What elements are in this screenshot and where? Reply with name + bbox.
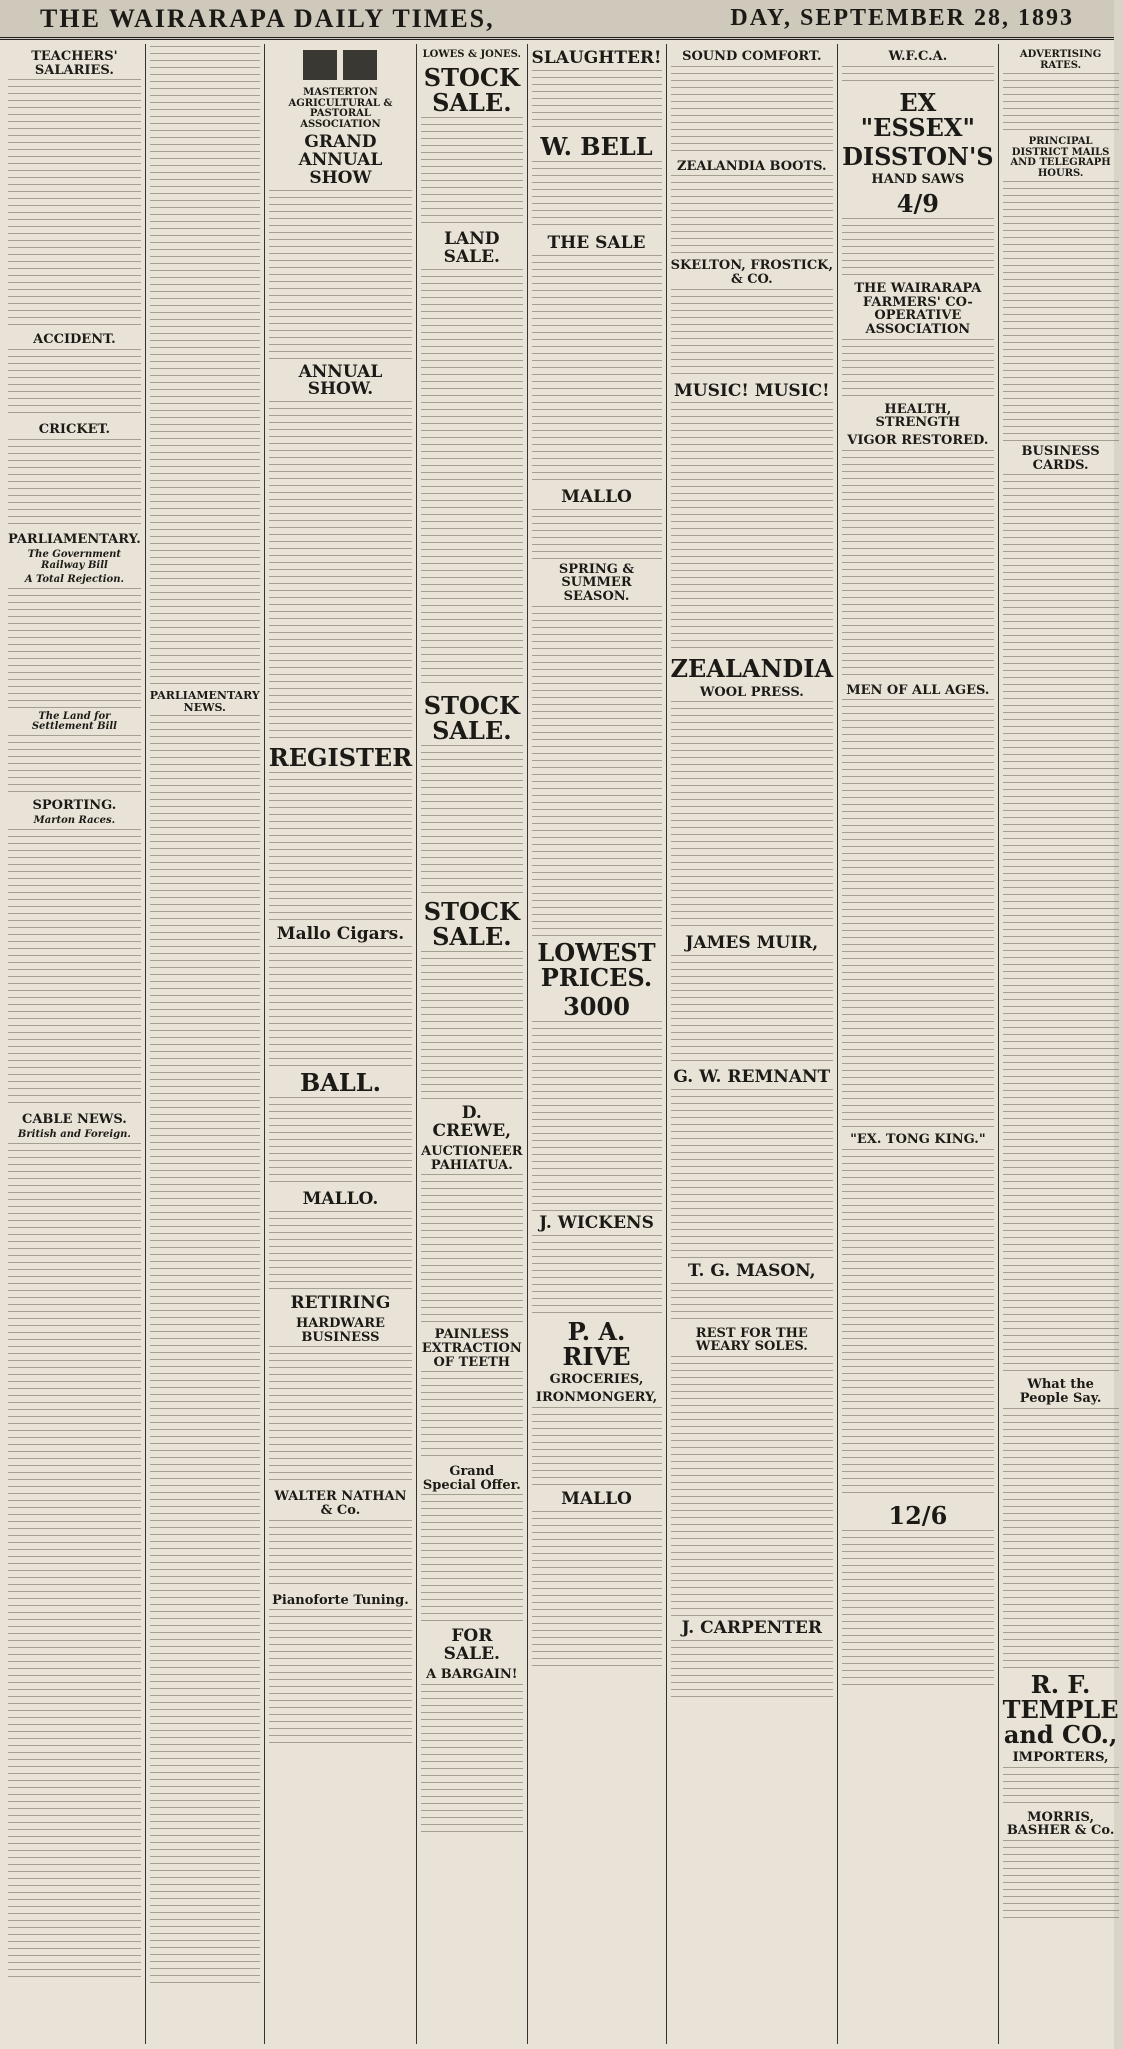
heading-ironmongery: IRONMONGERY, xyxy=(535,1390,658,1406)
heading-cricket: CRICKET. xyxy=(38,421,111,437)
text-block xyxy=(8,1143,141,1563)
heading-men-of-all-ages: MEN OF ALL AGES. xyxy=(846,682,990,698)
subheading-land-bill: The Land for Settlement Bill xyxy=(31,710,117,733)
text-block xyxy=(671,1089,834,1259)
text-block xyxy=(269,1609,412,1749)
column-6 xyxy=(667,44,839,2044)
text-block xyxy=(532,161,662,231)
heading-walter-nathan: WALTER NATHAN & Co. xyxy=(274,1489,407,1519)
heading-wool-press: WOOL PRESS. xyxy=(699,684,804,700)
text-block xyxy=(671,1283,834,1323)
text-block xyxy=(421,1174,522,1324)
livestock-engraving xyxy=(269,46,412,84)
heading-james-muir: JAMES MUIR, xyxy=(685,933,819,954)
text-block xyxy=(842,450,994,680)
subheading-marton-races: Marton Races. xyxy=(33,815,116,827)
heading-grand-annual-show: GRAND ANNUAL SHOW xyxy=(298,132,383,188)
text-block xyxy=(8,588,141,708)
text-block xyxy=(269,1097,412,1187)
text-block xyxy=(8,735,141,795)
heading-parliamentary: PARLIAMENTARY. xyxy=(8,531,141,547)
heading-vigor-restored: VIGOR RESTORED. xyxy=(847,432,989,448)
heading-hand-saws: HAND SAWS xyxy=(871,172,965,188)
heading-ex-tong-king: "EX. TONG KING." xyxy=(850,1132,986,1148)
heading-price-12-6: 12/6 xyxy=(888,1500,948,1530)
heading-slaughter: SLAUGHTER! xyxy=(531,48,662,68)
heading-3000: 3000 xyxy=(563,992,630,1022)
text-block xyxy=(532,70,662,130)
column-7 xyxy=(838,44,999,2044)
column-1 xyxy=(4,44,146,2044)
heading-for-sale: FOR SALE. xyxy=(443,1626,500,1665)
text-block xyxy=(269,190,412,360)
heading-zealandia-boots: ZEALANDIA BOOTS. xyxy=(677,158,827,174)
text-block xyxy=(671,1640,834,1700)
heading-health-strength: HEALTH, STRENGTH xyxy=(875,401,961,431)
text-block xyxy=(532,606,662,936)
heading-music: MUSIC! MUSIC! xyxy=(673,380,830,401)
bull-illustration xyxy=(343,50,377,80)
subheading-railway-bill: The Government Railway Bill xyxy=(27,549,122,571)
text-block xyxy=(269,772,412,922)
heading-morris-basher: MORRIS, BASHER & Co. xyxy=(1006,1809,1115,1839)
column-2 xyxy=(146,44,265,2044)
text-block xyxy=(269,401,412,741)
heading-sound-comfort: SOUND COMFORT. xyxy=(682,49,822,64)
text-block xyxy=(532,255,662,485)
column-3 xyxy=(265,44,417,2044)
text-block xyxy=(8,349,141,419)
text-block xyxy=(842,1149,994,1499)
text-block xyxy=(671,175,834,255)
text-block xyxy=(842,218,994,278)
heading-price-4-9: 4/9 xyxy=(896,188,939,218)
issue-date: DAY, SEPTEMBER 28, 1893 xyxy=(730,5,1074,31)
horse-illustration xyxy=(303,50,337,80)
heading-w-bell: W. BELL xyxy=(540,131,653,161)
heading-land-sale: LAND SALE. xyxy=(443,228,500,267)
subheading-british-foreign: British and Foreign. xyxy=(17,1129,131,1141)
heading-mallo-2: MALLO xyxy=(561,1488,632,1509)
text-block xyxy=(671,289,834,379)
text-block xyxy=(671,701,834,931)
heading-business-cards: BUSINESS CARDS. xyxy=(1021,444,1100,473)
text-block xyxy=(1003,1840,1119,1920)
text-block xyxy=(1003,181,1119,441)
text-block xyxy=(1003,474,1119,1374)
heading-rest-weary-soles: REST FOR THE WEARY SOLES. xyxy=(695,1325,808,1355)
text-block xyxy=(532,1511,662,1671)
text-block xyxy=(421,951,522,1101)
heading-disstons: DISSTON'S xyxy=(842,142,994,172)
heading-stock-sale-2: STOCK SALE. xyxy=(423,690,520,745)
heading-advertising-rates: ADVERTISING RATES. xyxy=(1019,49,1102,71)
text-block xyxy=(1003,1767,1119,1807)
text-block xyxy=(842,699,994,1129)
heading-zealandia: ZEALANDIA xyxy=(670,654,834,684)
heading-lowes-jones: LOWES & JONES. xyxy=(422,49,521,60)
newspaper-title: THE WAIRARAPA DAILY TIMES, xyxy=(40,3,495,33)
heading-teachers-salaries: TEACHERS' SALARIES. xyxy=(31,49,118,78)
heading-importers: IMPORTERS, xyxy=(1012,1750,1109,1766)
heading-the-sale: THE SALE xyxy=(547,233,646,254)
text-block xyxy=(421,269,522,689)
heading-auctioneer: AUCTIONEER PAHIATUA. xyxy=(421,1144,523,1173)
heading-mallo: MALLO. xyxy=(302,1189,379,1210)
text-block xyxy=(671,1356,834,1616)
heading-parliamentary-news: PARLIAMENTARY NEWS. xyxy=(149,689,260,714)
heading-p-a-rive: P. A. RIVE xyxy=(562,1317,631,1372)
heading-ball: BALL. xyxy=(299,1068,381,1098)
heading-d-crewe: D. CREWE, xyxy=(432,1103,512,1142)
text-block xyxy=(421,1494,522,1624)
text-block xyxy=(150,46,260,686)
text-block xyxy=(532,1021,662,1211)
text-block xyxy=(532,509,662,559)
heading-mallo-1: MALLO xyxy=(561,486,632,507)
heading-annual-show: ANNUAL SHOW. xyxy=(298,361,383,400)
subheading-total-rejection: A Total Rejection. xyxy=(24,574,124,586)
heading-mails-telegraph: PRINCIPAL DISTRICT MAILS AND TELEGRAPH HOURS. xyxy=(1010,136,1111,179)
text-block xyxy=(421,1371,522,1461)
column-8 xyxy=(999,44,1123,2044)
heading-lowest-prices: LOWEST PRICES. xyxy=(537,937,656,992)
columns xyxy=(4,44,1119,2044)
heading-painless-extraction: PAINLESS EXTRACTION OF TEETH xyxy=(421,1327,522,1370)
text-block xyxy=(421,1684,522,1834)
text-block xyxy=(671,66,834,156)
heading-cable-news: CABLE NEWS. xyxy=(21,1111,127,1127)
text-block xyxy=(1003,73,1119,133)
text-block xyxy=(269,1346,412,1486)
heading-agricultural-association: MASTERTON AGRICULTURAL & PASTORAL ASSOCIATION xyxy=(288,87,393,130)
text-block xyxy=(8,439,141,529)
column-4 xyxy=(417,44,527,2044)
heading-wfca: W.F.C.A. xyxy=(888,49,948,64)
heading-what-people-say: What the People Say. xyxy=(1019,1377,1102,1406)
text-block xyxy=(842,1530,994,1690)
heading-grand-special-offer: Grand Special Offer. xyxy=(422,1464,521,1493)
text-block xyxy=(150,715,260,1985)
heading-hardware-business: HARDWARE BUSINESS xyxy=(295,1316,385,1345)
text-block xyxy=(842,339,994,399)
text-block xyxy=(671,955,834,1065)
text-block xyxy=(421,117,522,227)
heading-remnant: G. W. REMNANT xyxy=(673,1067,831,1088)
heading-groceries: GROCERIES, xyxy=(549,1372,644,1388)
heading-spring-summer: SPRING & SUMMER SEASON. xyxy=(558,561,635,604)
heading-retiring: RETIRING xyxy=(290,1293,391,1314)
heading-j-carpenter: J. CARPENTER xyxy=(681,1618,823,1639)
heading-mallo-cigars: Mallo Cigars. xyxy=(276,924,405,945)
heading-a-bargain: A BARGAIN! xyxy=(426,1667,518,1683)
text-block xyxy=(532,1235,662,1315)
column-5 xyxy=(528,44,667,2044)
heading-pianoforte-tuning: Pianoforte Tuning. xyxy=(272,1592,409,1608)
text-block xyxy=(1003,1408,1119,1668)
text-block xyxy=(532,1407,662,1487)
text-block xyxy=(671,402,834,652)
masthead xyxy=(0,0,1114,40)
heading-sporting: SPORTING. xyxy=(32,797,117,813)
heading-skelton-frostick: SKELTON, FROSTICK, & CO. xyxy=(670,258,834,287)
text-block xyxy=(269,1211,412,1291)
heading-ex-essex: EX "ESSEX" xyxy=(860,87,976,142)
text-block xyxy=(8,1563,141,1983)
heading-farmers-cooperative: THE WAIRARAPA FARMERS' CO-OPERATIVE ASSOCIATION xyxy=(854,281,982,337)
heading-accident: ACCIDENT. xyxy=(33,332,116,348)
text-block xyxy=(269,946,412,1066)
heading-r-f-temple: R. F. TEMPLE and CO., xyxy=(1002,1669,1119,1749)
heading-register: REGISTER xyxy=(268,743,413,773)
heading-stock-sale-3: STOCK SALE. xyxy=(423,896,520,952)
heading-stock-sale-1: STOCK SALE. xyxy=(423,62,520,117)
heading-t-g-mason: T. G. MASON, xyxy=(688,1260,816,1281)
text-block xyxy=(8,79,141,329)
heading-j-wickens: J. WICKENS xyxy=(539,1213,654,1234)
text-block xyxy=(8,829,141,1109)
text-block xyxy=(269,1520,412,1590)
text-block xyxy=(842,66,994,86)
text-block xyxy=(421,745,522,895)
